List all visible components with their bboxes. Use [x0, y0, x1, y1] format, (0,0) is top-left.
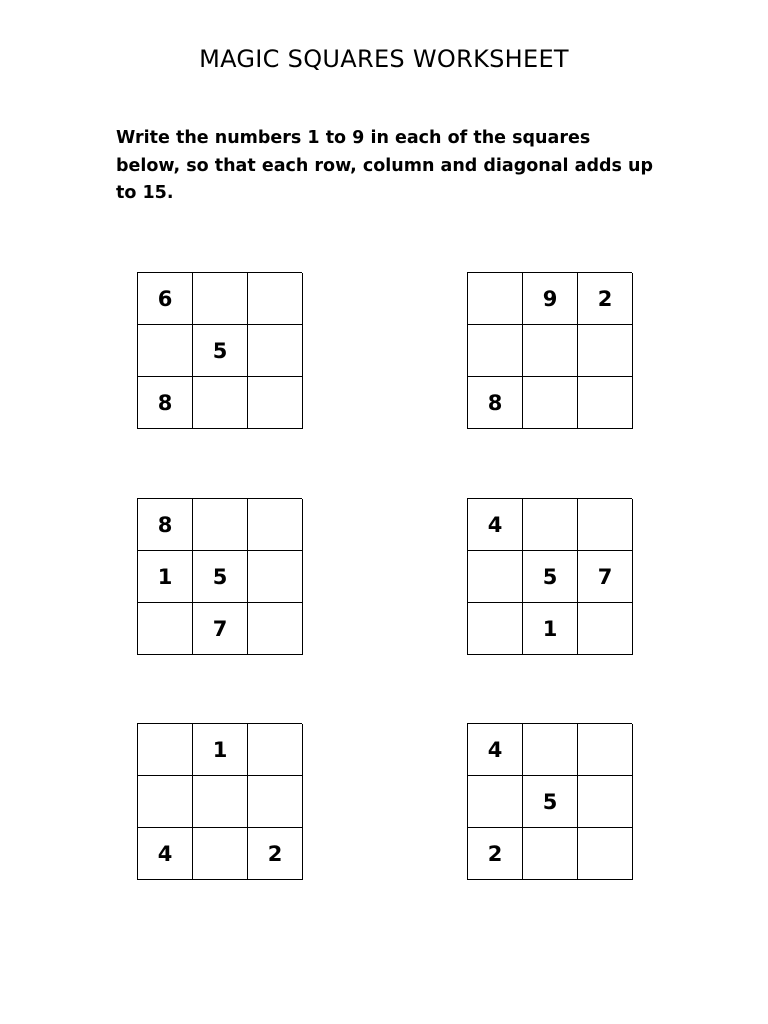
- grid-cell[interactable]: 2: [248, 828, 303, 880]
- grid-cell[interactable]: [523, 499, 578, 551]
- grid-cell[interactable]: [468, 603, 523, 655]
- grid-cell[interactable]: [193, 828, 248, 880]
- grid-cell[interactable]: [468, 325, 523, 377]
- grid-cell[interactable]: 9: [523, 273, 578, 325]
- page-title: MAGIC SQUARES WORKSHEET: [199, 45, 569, 73]
- grid-cell[interactable]: [193, 776, 248, 828]
- grid-cell[interactable]: [468, 551, 523, 603]
- grid-cell[interactable]: 8: [138, 377, 193, 429]
- magic-square-5: [137, 723, 302, 880]
- grid-cell[interactable]: [193, 499, 248, 551]
- grid-cell[interactable]: [523, 724, 578, 776]
- grid-cell[interactable]: [248, 724, 303, 776]
- grid-cell[interactable]: [248, 273, 303, 325]
- grid-cell[interactable]: 2: [578, 273, 633, 325]
- grid-cell[interactable]: [248, 551, 303, 603]
- grid-cell[interactable]: [248, 776, 303, 828]
- grid-cell[interactable]: [468, 776, 523, 828]
- magic-square-4: [467, 498, 632, 655]
- grid-cell[interactable]: [138, 724, 193, 776]
- grid-cell[interactable]: [138, 776, 193, 828]
- grid-cell[interactable]: 1: [138, 551, 193, 603]
- grid-cell[interactable]: 4: [468, 499, 523, 551]
- grid-cell[interactable]: [193, 377, 248, 429]
- grid-cell[interactable]: [578, 325, 633, 377]
- grid-cell[interactable]: 6: [138, 273, 193, 325]
- grid-cell[interactable]: 1: [193, 724, 248, 776]
- grid-cell[interactable]: 2: [468, 828, 523, 880]
- grid-cell[interactable]: 5: [523, 776, 578, 828]
- grid-cell[interactable]: [248, 603, 303, 655]
- grid-cell[interactable]: [248, 499, 303, 551]
- grid-cell[interactable]: [468, 273, 523, 325]
- grid-cell[interactable]: 7: [193, 603, 248, 655]
- grid-cell[interactable]: 5: [193, 325, 248, 377]
- grid-cell[interactable]: [523, 828, 578, 880]
- magic-square-2: [467, 272, 632, 429]
- grid-cell[interactable]: [578, 724, 633, 776]
- grid-cell[interactable]: [523, 325, 578, 377]
- grid-cell[interactable]: [578, 828, 633, 880]
- grid-cell[interactable]: 1: [523, 603, 578, 655]
- grid-cell[interactable]: 4: [468, 724, 523, 776]
- instructions-text: Write the numbers 1 to 9 in each of the squares below, so that each row, column and diagonal adds up to 15.: [116, 128, 653, 203]
- grid-cell[interactable]: 8: [138, 499, 193, 551]
- grid-cell[interactable]: [193, 273, 248, 325]
- grid-cell[interactable]: [138, 325, 193, 377]
- grid-cell[interactable]: [578, 603, 633, 655]
- grid-cell[interactable]: [138, 603, 193, 655]
- grid-cell[interactable]: [578, 499, 633, 551]
- grid-cell[interactable]: 5: [193, 551, 248, 603]
- grid-cell[interactable]: [578, 776, 633, 828]
- magic-square-3: [137, 498, 302, 655]
- grid-cell[interactable]: 5: [523, 551, 578, 603]
- grid-cell[interactable]: [578, 377, 633, 429]
- grid-cell[interactable]: [248, 325, 303, 377]
- grid-cell[interactable]: 7: [578, 551, 633, 603]
- magic-square-6: [467, 723, 632, 880]
- grid-cell[interactable]: 8: [468, 377, 523, 429]
- magic-square-1: [137, 272, 302, 429]
- grid-cell[interactable]: [523, 377, 578, 429]
- grid-cell[interactable]: [248, 377, 303, 429]
- grid-cell[interactable]: 4: [138, 828, 193, 880]
